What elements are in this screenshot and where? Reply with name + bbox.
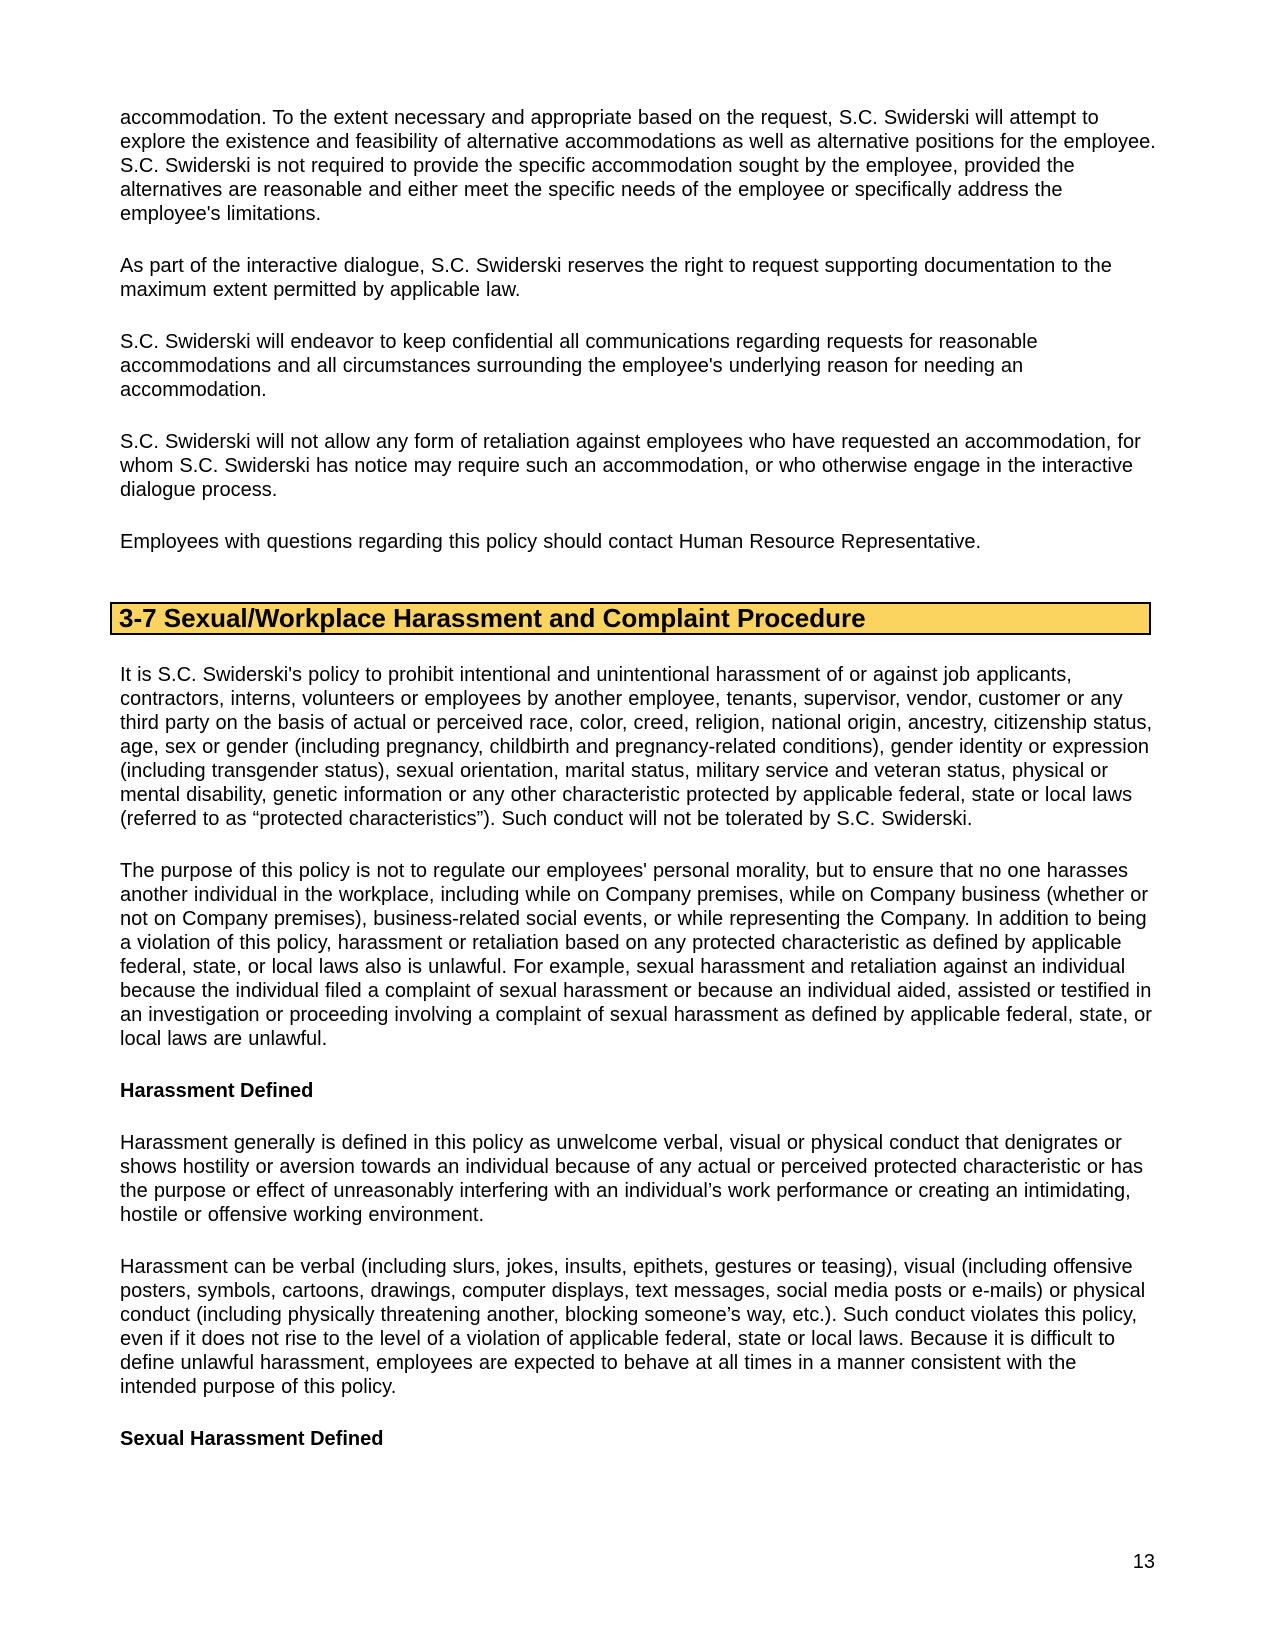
subheading-harassment-defined: Harassment Defined xyxy=(120,1080,314,1102)
paragraph-accommodation-alternatives: accommodation. To the extent necessary and appropriate based on the request, S.C. Swiderski will attempt to explore the existence and feasibility of alternative accommodations as well as alternative positions for the employee. S.C. Swiderski is not required to provide the specific accommodation sought by the employee, provided the alternatives are reasonable and either meet the specific needs of the employee or specifically address the employee's limitations. xyxy=(120,107,1156,225)
paragraph-confidentiality: S.C. Swiderski will endeavor to keep confidential all communications regarding requests for reasonable accommodations and all circumstances surrounding the employee's underlying reason for needing an accommodation. xyxy=(120,331,1038,401)
paragraph-harassment-definition: Harassment generally is defined in this policy as unwelcome verbal, visual or physical conduct that denigrates or shows hostility or aversion towards an individual because of any actual or perceived protected characteristic or has the purpose or effect of unreasonably interfering with an individual’s work performance or creating an intimidating, hostile or offensive working environment. xyxy=(120,1132,1143,1226)
section-header-3-7-harassment-policy xyxy=(110,602,1151,635)
page-number: 13 xyxy=(1132,1551,1155,1573)
section-header-label: 3-7 Sexual/Workplace Harassment and Complaint Procedure xyxy=(119,603,866,633)
paragraph-harassment-forms: Harassment can be verbal (including slurs, jokes, insults, epithets, gestures or teasing), visual (including offensive posters, symbols, cartoons, drawings, computer displays, text messages, social media posts or e-mails) or physical conduct (including physically threatening another, blocking someone’s way, etc.). Such conduct violates this policy, even if it does not rise to the level of a violation of applicable federal, state or local laws. Because it is difficult to define unlawful harassment, employees are expected to behave at all times in a manner consistent with the intended purpose of this policy. xyxy=(120,1256,1146,1398)
paragraph-policy-prohibit-harassment: It is S.C. Swiderski's policy to prohibit intentional and unintentional harassment of or against job applicants, contractors, interns, volunteers or employees by another employee, tenants, supervisor, vendor, customer or any third party on the basis of actual or perceived race, color, creed, religion, national origin, ancestry, citizenship status, age, sex or gender (including pregnancy, childbirth and pregnancy-related conditions), gender identity or expression (including transgender status), sexual orientation, marital status, military service and veteran status, physical or mental disability, genetic information or any other characteristic protected by applicable federal, state or local laws (referred to as “protected characteristics”). Such conduct will not be tolerated by S.C. Swiderski. xyxy=(120,664,1152,830)
paragraph-interactive-dialogue-documentation: As part of the interactive dialogue, S.C. Swiderski reserves the right to request supporting documentation to the maximum extent permitted by applicable law. xyxy=(120,255,1112,301)
paragraph-questions-contact-hr: Employees with questions regarding this policy should contact Human Resource Representative. xyxy=(120,531,982,553)
subheading-sexual-harassment-defined: Sexual Harassment Defined xyxy=(120,1428,384,1450)
paragraph-policy-purpose: The purpose of this policy is not to regulate our employees' personal morality, but to ensure that no one harasses another individual in the workplace, including while on Company premises, while on Company business (whether or not on Company premises), business-related social events, or while representing the Company. In addition to being a violation of this policy, harassment or retaliation based on any protected characteristic as defined by applicable federal, state, or local laws also is unlawful. For example, sexual harassment and retaliation against an individual because the individual filed a complaint of sexual harassment or because an individual aided, assisted or testified in an investigation or proceeding involving a complaint of sexual harassment as defined by applicable federal, state, or local laws are unlawful. xyxy=(120,860,1152,1050)
paragraph-no-retaliation: S.C. Swiderski will not allow any form of retaliation against employees who have requested an accommodation, for whom S.C. Swiderski has notice may require such an accommodation, or who otherwise engage in the interactive dialogue process. xyxy=(120,431,1141,501)
